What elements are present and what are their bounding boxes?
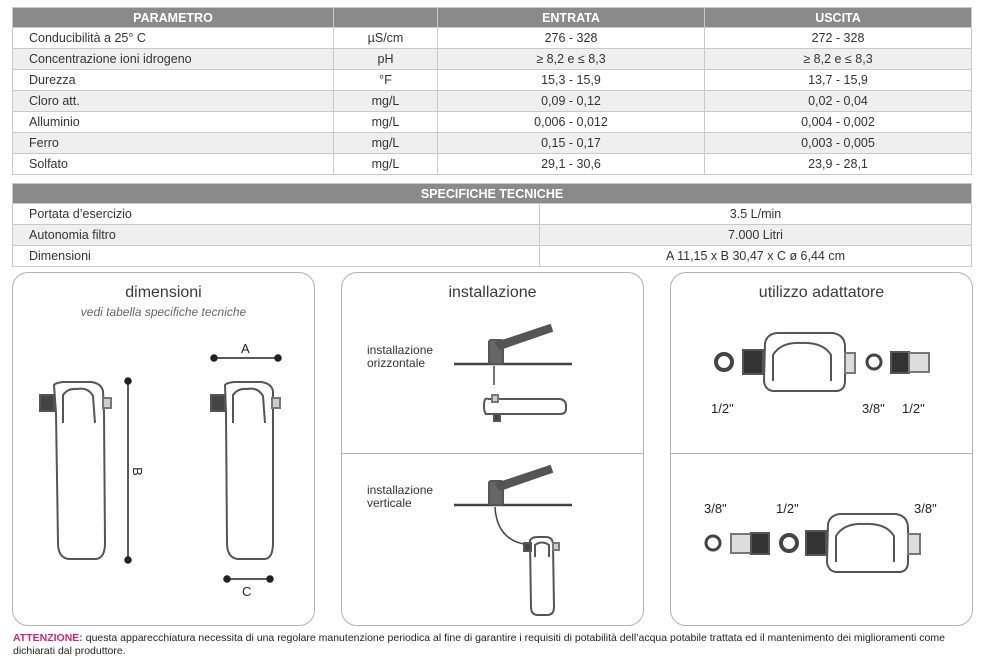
adapter-drawing xyxy=(671,273,972,625)
table-row xyxy=(13,204,972,225)
dimension-c-label: C xyxy=(242,584,252,599)
installation-drawing xyxy=(342,273,643,625)
maintenance-notice xyxy=(13,632,973,657)
dimension-c-line xyxy=(224,576,273,582)
spec-value-cell: 3.5 L/min xyxy=(540,204,972,225)
table-row xyxy=(13,246,972,267)
table-row xyxy=(13,154,972,175)
param-name-cell: Alluminio xyxy=(13,112,334,133)
param-entrata-cell: 276 - 328 xyxy=(438,28,705,49)
specs-body xyxy=(13,204,972,267)
horizontal-install-label: installazione orizzontale xyxy=(367,343,434,370)
table-row xyxy=(13,133,972,154)
specs-title: SPECIFICHE TECNICHE xyxy=(13,184,972,204)
param-uscita-cell: 272 - 328 xyxy=(705,28,972,49)
dimensions-panel xyxy=(12,272,315,626)
parameters-table xyxy=(12,7,972,175)
param-entrata-cell: 29,1 - 30,6 xyxy=(438,154,705,175)
param-name-cell: Solfato xyxy=(13,154,334,175)
adapter-top-label-mid: 3/8" xyxy=(862,401,885,416)
header-parametro: PARAMETRO xyxy=(13,8,334,28)
adapter-bottom-label-right: 3/8" xyxy=(914,501,937,516)
table-row xyxy=(13,225,972,246)
faucet-horizontal-icon xyxy=(454,325,572,385)
vertical-install-label: installazione verticale xyxy=(367,483,434,510)
dimensions-drawing xyxy=(13,273,314,625)
adapter-top-label-left: 1/2" xyxy=(711,401,734,416)
dimension-b-label: B xyxy=(129,467,145,476)
param-entrata-cell: 0,15 - 0,17 xyxy=(438,133,705,154)
spec-label-cell: Dimensioni xyxy=(13,246,540,267)
notice-label: ATTENZIONE: xyxy=(13,632,83,644)
installation-panel xyxy=(341,272,644,626)
adapter-top-assembly xyxy=(716,333,929,391)
spec-label-cell: Portata d’esercizio xyxy=(13,204,540,225)
adapter-bottom-label-mid: 1/2" xyxy=(776,501,799,516)
param-unit-cell: pH xyxy=(334,49,438,70)
param-unit-cell: mg/L xyxy=(334,133,438,154)
header-unit xyxy=(334,8,438,28)
parameters-body xyxy=(13,28,972,175)
dimensions-subtitle: vedi tabella specifiche tecniche xyxy=(80,305,247,319)
notice-text: questa apparecchiatura necessita di una regolare manutenzione periodica al fine di garantire i requisiti di potabilità dell’acqua potabile trattata ed il mantenimento dei miglioramenti come dichiarati dal produttore. xyxy=(13,632,945,657)
table-row xyxy=(13,91,972,112)
param-name-cell: Conducibilità a 25° C xyxy=(13,28,334,49)
param-unit-cell: mg/L xyxy=(334,91,438,112)
param-entrata-cell: ≥ 8,2 e ≤ 8,3 xyxy=(438,49,705,70)
param-name-cell: Concentrazione ioni idrogeno xyxy=(13,49,334,70)
param-entrata-cell: 0,09 - 0,12 xyxy=(438,91,705,112)
adapter-panel xyxy=(670,272,973,626)
specs-table xyxy=(12,183,972,267)
filter-front-icon xyxy=(40,382,111,559)
installation-title: installazione xyxy=(448,284,537,301)
faucet-vertical-icon xyxy=(454,466,572,545)
adapter-title: utilizzo adattatore xyxy=(758,284,885,301)
param-entrata-cell: 15,3 - 15,9 xyxy=(438,70,705,91)
filter-horizontal-icon xyxy=(484,395,566,421)
adapter-bottom-label-left: 3/8" xyxy=(704,501,727,516)
param-uscita-cell: 0,003 - 0,005 xyxy=(705,133,972,154)
param-uscita-cell: ≥ 8,2 e ≤ 8,3 xyxy=(705,49,972,70)
table-row xyxy=(13,70,972,91)
filter-side-icon xyxy=(211,382,280,559)
param-unit-cell: µS/cm xyxy=(334,28,438,49)
param-unit-cell: mg/L xyxy=(334,154,438,175)
param-name-cell: Ferro xyxy=(13,133,334,154)
spec-value-cell: A 11,15 x B 30,47 x C ø 6,44 cm xyxy=(540,246,972,267)
spec-label-cell: Autonomia filtro xyxy=(13,225,540,246)
adapter-bottom-assembly xyxy=(706,514,920,572)
param-uscita-cell: 23,9 - 28,1 xyxy=(705,154,972,175)
parameters-header-row xyxy=(13,8,972,28)
dimension-a-label: A xyxy=(241,341,250,356)
dimensions-title: dimensioni xyxy=(125,284,202,301)
filter-vertical-icon xyxy=(524,537,559,615)
param-unit-cell: °F xyxy=(334,70,438,91)
param-uscita-cell: 0,02 - 0,04 xyxy=(705,91,972,112)
table-row xyxy=(13,49,972,70)
header-entrata: ENTRATA xyxy=(438,8,705,28)
spec-value-cell: 7.000 Litri xyxy=(540,225,972,246)
table-row xyxy=(13,28,972,49)
adapter-top-label-right: 1/2" xyxy=(902,401,925,416)
param-name-cell: Cloro att. xyxy=(13,91,334,112)
param-uscita-cell: 13,7 - 15,9 xyxy=(705,70,972,91)
param-entrata-cell: 0,006 - 0,012 xyxy=(438,112,705,133)
param-unit-cell: mg/L xyxy=(334,112,438,133)
param-uscita-cell: 0,004 - 0,002 xyxy=(705,112,972,133)
header-uscita: USCITA xyxy=(705,8,972,28)
table-row xyxy=(13,112,972,133)
param-name-cell: Durezza xyxy=(13,70,334,91)
